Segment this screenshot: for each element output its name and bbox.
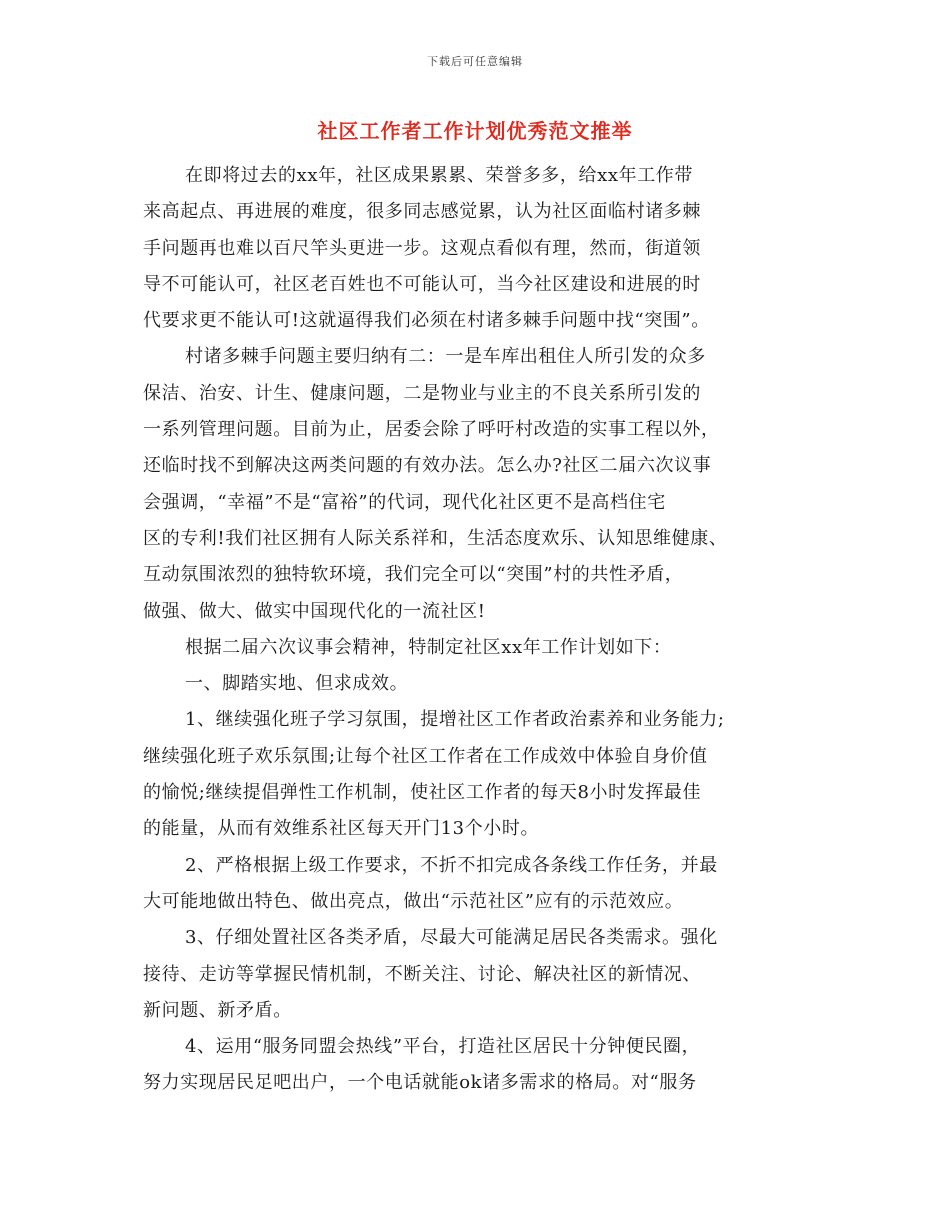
text-line: 一系列管理问题。目前为止，居委会除了呼吁村改造的实事工程以外， <box>143 419 720 441</box>
text-line: 区的专利!我们社区拥有人际关系祥和，生活态度欢乐、认知思维健康、 <box>143 527 728 549</box>
text-line: 会强调，“幸福”不是“富裕”的代词，现代化社区更不是高档住宅 <box>143 491 666 513</box>
document-body <box>143 158 823 1102</box>
text-line: 手问题再也难以百尺竿头更进一步。这观点看似有理，然而，街道领 <box>143 237 701 259</box>
document-title: 社区工作者工作计划优秀范文推举 <box>317 119 633 143</box>
text-line: 大可能地做出特色、做出亮点，做出“示范社区”应有的示范效应。 <box>143 890 684 912</box>
page-header: 下载后可任意编辑 <box>427 55 523 68</box>
text-line: 接待、走访等掌握民情机制，不断关注、讨论、解决社区的新情况、 <box>143 963 701 985</box>
text-line: 一、脚踏实地、但求成效。 <box>185 673 409 695</box>
text-line: 的愉悦;继续提倡弹性工作机制，使社区工作者的每天8小时发挥最佳 <box>143 782 702 804</box>
text-line: 3、仔细处置社区各类矛盾，尽最大可能满足居民各类需求。强化 <box>185 927 718 949</box>
text-line: 村诸多棘手问题主要归纳有二：一是车库出租住人所引发的众多 <box>185 346 706 368</box>
text-line: 新问题、新矛盾。 <box>143 999 292 1021</box>
text-line: 导不可能认可，社区老百姓也不可能认可，当今社区建设和进展的时 <box>143 273 701 295</box>
text-line: 在即将过去的xx年，社区成果累累、荣誉多多，给xx年工作带 <box>185 165 694 186</box>
text-line: 努力实现居民足吧出户，一个电话就能ok诸多需求的格局。对“服务 <box>143 1072 697 1094</box>
text-line: 的能量，从而有效维系社区每天开门13个小时。 <box>143 818 540 840</box>
text-line: 保洁、治安、计生、健康问题，二是物业与业主的不良关系所引发的 <box>143 382 701 404</box>
text-line: 代要求更不能认可!这就逼得我们必须在村诸多棘手问题中找“突围”。 <box>143 310 710 332</box>
text-line: 4、运用“服务同盟会热线”平台，打造社区居民十分钟便民圈， <box>185 1036 701 1058</box>
text-line: 做强、做大、做实中国现代化的一流社区! <box>143 600 486 622</box>
text-line: 继续强化班子欢乐氛围;让每个社区工作者在工作成效中体验自身价值 <box>143 745 708 767</box>
text-line: 还临时找不到解决这两类问题的有效办法。怎么办?社区二届六次议事 <box>143 455 712 477</box>
text-line: 1、继续强化班子学习氛围，提增社区工作者政治素养和业务能力; <box>185 709 725 731</box>
text-line: 互动氛围浓烈的独特软环境，我们完全可以“突围”村的共性矛盾， <box>143 564 684 586</box>
text-line: 来高起点、再进展的难度，很多同志感觉累，认为社区面临村诸多棘 <box>143 201 701 223</box>
text-line: 2、严格根据上级工作要求，不折不扣完成各条线工作任务，并最 <box>185 854 718 876</box>
text-line: 根据二届六次议事会精神，特制定社区xx年工作计划如下： <box>185 636 672 658</box>
